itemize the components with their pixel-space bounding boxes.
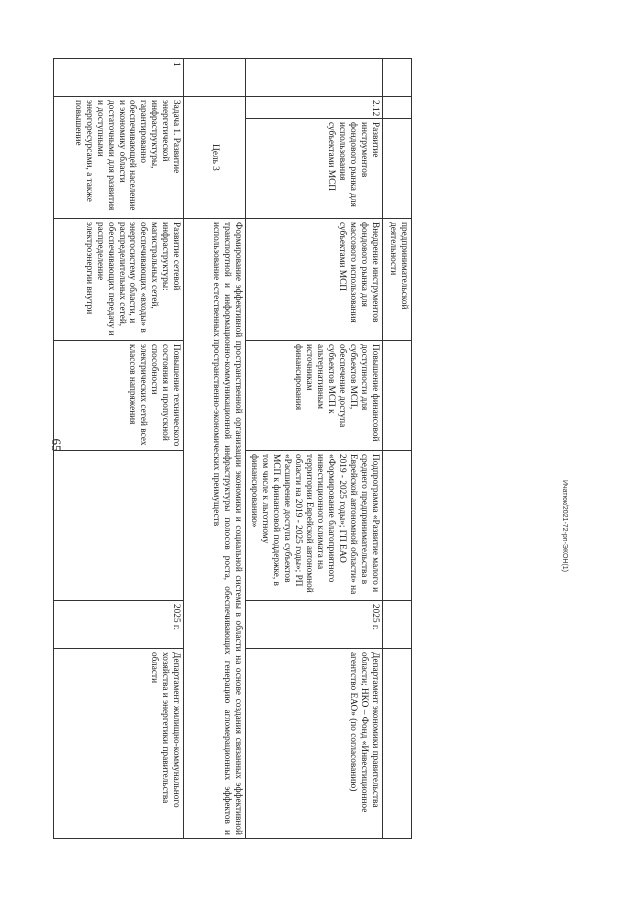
cell — [184, 59, 246, 97]
cell — [383, 341, 412, 451]
cell-year: 2025 г. — [54, 601, 184, 649]
cell-result: Повышение финансовой доступности для субъектов МСП, обеспечение доступа субъектов МСП к альтернативным источникам финансирования — [246, 341, 383, 451]
table-row-2-12 — [246, 59, 383, 839]
cell-result: Повышение технического состояния и пропускной способности электрических сетей всех классов напряжения — [54, 341, 184, 451]
cell-measure: Внедрение инструментов фондового рынка для массового использования субъектами МСП — [246, 219, 383, 341]
rotated-table-wrapper — [72, 58, 412, 838]
cell-header-measure: предпринимательской деятельности — [383, 219, 412, 341]
table-row-goal-3 — [184, 59, 246, 839]
cell — [383, 119, 412, 219]
cell-num: 2.12 — [246, 97, 383, 119]
cell — [383, 601, 412, 649]
page-number: 65 — [49, 438, 64, 452]
program-measures-table — [53, 58, 412, 839]
cell — [383, 451, 412, 601]
table-row-task-1 — [54, 59, 184, 839]
cell-year: 2025 г. — [246, 601, 383, 649]
cell — [383, 59, 412, 97]
cell-program — [54, 451, 184, 601]
cell-name: Задача 1. Развитие энергетической инфраструктуры, гарантированно обеспечивающей население и экономику области достаточными для развития и доступными энергоресурсами, а также повышение — [54, 97, 184, 219]
cell-name: Развитие инструментов фондового рынка для использования субъектами МСП — [246, 119, 383, 219]
cell-executor: Департамент экономики правительства области; НКО – Фонд «Инвестиционное агентство ЕАО» (по согласованию) — [246, 649, 383, 839]
table-row-header-continuation — [383, 59, 412, 839]
cell-goal-label: Цель 3 — [184, 97, 246, 219]
cell-goal-text: Формирование эффективной пространственной организации экономики и социальной системы в области на основе создания связанных эффективной транспортной и информационно-коммуникационной инфраструктуры полосов роста, обеспечивающих генерацию агломерационных эффектов и использование естественных пространственно-экономических преимуществ — [184, 219, 246, 839]
cell-executor: Департамент жилищно-коммунального хозяйства и энергетики правительства области — [54, 649, 184, 839]
cell-num: 1 — [54, 59, 184, 97]
cell — [246, 59, 383, 97]
cell-measure: Развитие сетевой инфраструктуры: магистральных сетей, обеспечивающих «входы» в энергосистему области, и распределительных сетей, обеспечивающих передачу и распределение электроэнергии внутри — [54, 219, 184, 341]
cell-program: Подпрограмма «Развитие малого и среднего предпринимательства в Еврейской автономной области» на 2019 - 2025 годы»; ГП ЕАО «Формирование благоприятного инвестиционного климата на территории Еврейской автономной области на 2019 - 2025 годы»; РП «Расширение доступа субъектов МСП к финансовой поддержке, в том числе к льготному финансированию» — [246, 451, 383, 601]
cell — [383, 649, 412, 839]
cell — [383, 97, 412, 119]
footer-doc-id: Ичатюк/2021-72-рп-ЭКОН(1) — [561, 480, 568, 573]
